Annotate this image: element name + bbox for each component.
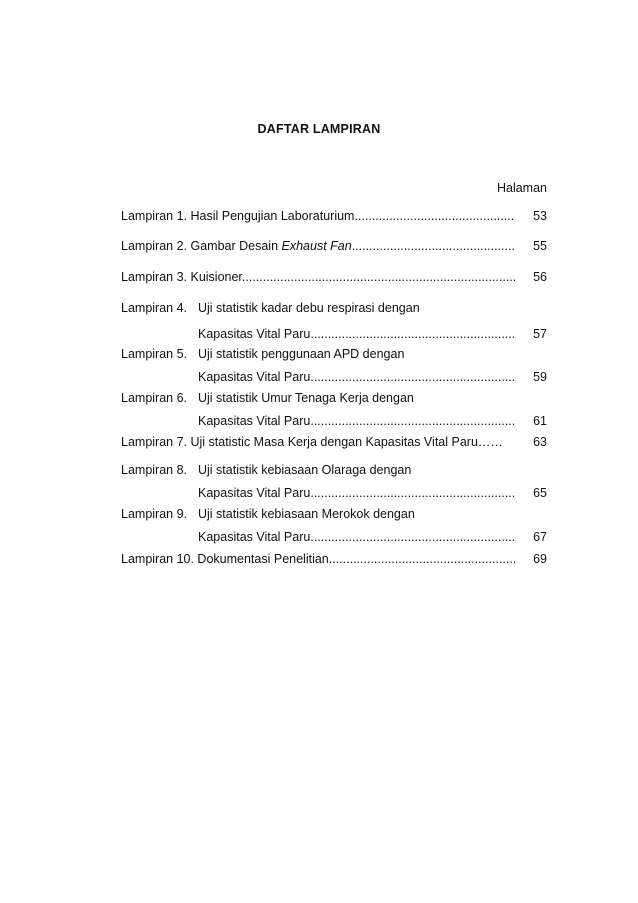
entry-page-number: 53 [533,209,547,223]
leader-dots [354,209,515,223]
entry-text: Kapasitas Vital Paru [198,530,311,544]
entry-prefix: Lampiran 4. [121,301,188,315]
list-item-continuation [121,484,547,502]
entry-prefix: Lampiran 9. [121,507,188,521]
list-item [121,461,547,479]
entry-description: Uji statistik penggunaan APD dengan [198,347,405,361]
entry-description: Uji statistik kebiasaan Olaraga dengan [198,463,412,477]
leader-dots [310,370,515,384]
list-item [121,345,547,363]
entry-page-number: 59 [533,370,547,384]
entry-page-number: 57 [533,327,547,341]
list-item-continuation [121,325,547,343]
entry-page-number: 56 [533,270,547,284]
leader-dots [329,552,515,566]
entry-prefix: Lampiran 5. [121,347,188,361]
list-item [121,268,547,286]
list-item [121,237,547,255]
entry-text: Kapasitas Vital Paru [198,370,311,384]
page-title: DAFTAR LAMPIRAN [257,122,381,136]
leader-dots [352,239,515,253]
entry-prefix: Lampiran 8. [121,463,188,477]
entry-text: Kapasitas Vital Paru [198,486,311,500]
entry-text: Lampiran 10. Dokumentasi Penelitian [121,552,329,566]
list-item-continuation [121,412,547,430]
list-item [121,299,547,317]
list-item [121,207,547,225]
entry-text: Lampiran 7. Uji statistic Masa Kerja dengan Kapasitas Vital Paru…… [121,435,503,449]
entry-text-italic: Exhaust Fan [281,239,352,253]
entry-text: Kapasitas Vital Paru [198,327,311,341]
list-item [121,389,547,407]
entry-description: Uji statistik kadar debu respirasi dengan [198,301,420,315]
list-item [121,505,547,523]
entry-description: Uji statistik kebiasaan Merokok dengan [198,507,415,521]
entry-description: Uji statistik Umur Tenaga Kerja dengan [198,391,414,405]
list-item [121,433,547,451]
entry-page-number: 63 [533,435,547,449]
list-item-continuation [121,528,547,546]
entry-text: Lampiran 3. Kuisioner [121,270,242,284]
leader-dots [310,486,515,500]
entry-page-number: 67 [533,530,547,544]
entry-page-number: 69 [533,552,547,566]
list-item-continuation [121,368,547,386]
list-item [121,550,547,568]
page-column-header: Halaman [496,181,547,195]
entry-page-number: 65 [533,486,547,500]
entry-text: Lampiran 1. Hasil Pengujian Laboraturium [121,209,355,223]
entry-prefix: Lampiran 6. [121,391,188,405]
entry-text: Lampiran 2. Gambar Desain [121,239,282,253]
leader-dots [310,327,515,341]
entry-page-number: 61 [533,414,547,428]
leader-dots [242,270,515,284]
entry-page-number: 55 [533,239,547,253]
leader-dots [310,530,515,544]
entry-text: Kapasitas Vital Paru [198,414,311,428]
leader-dots [310,414,515,428]
